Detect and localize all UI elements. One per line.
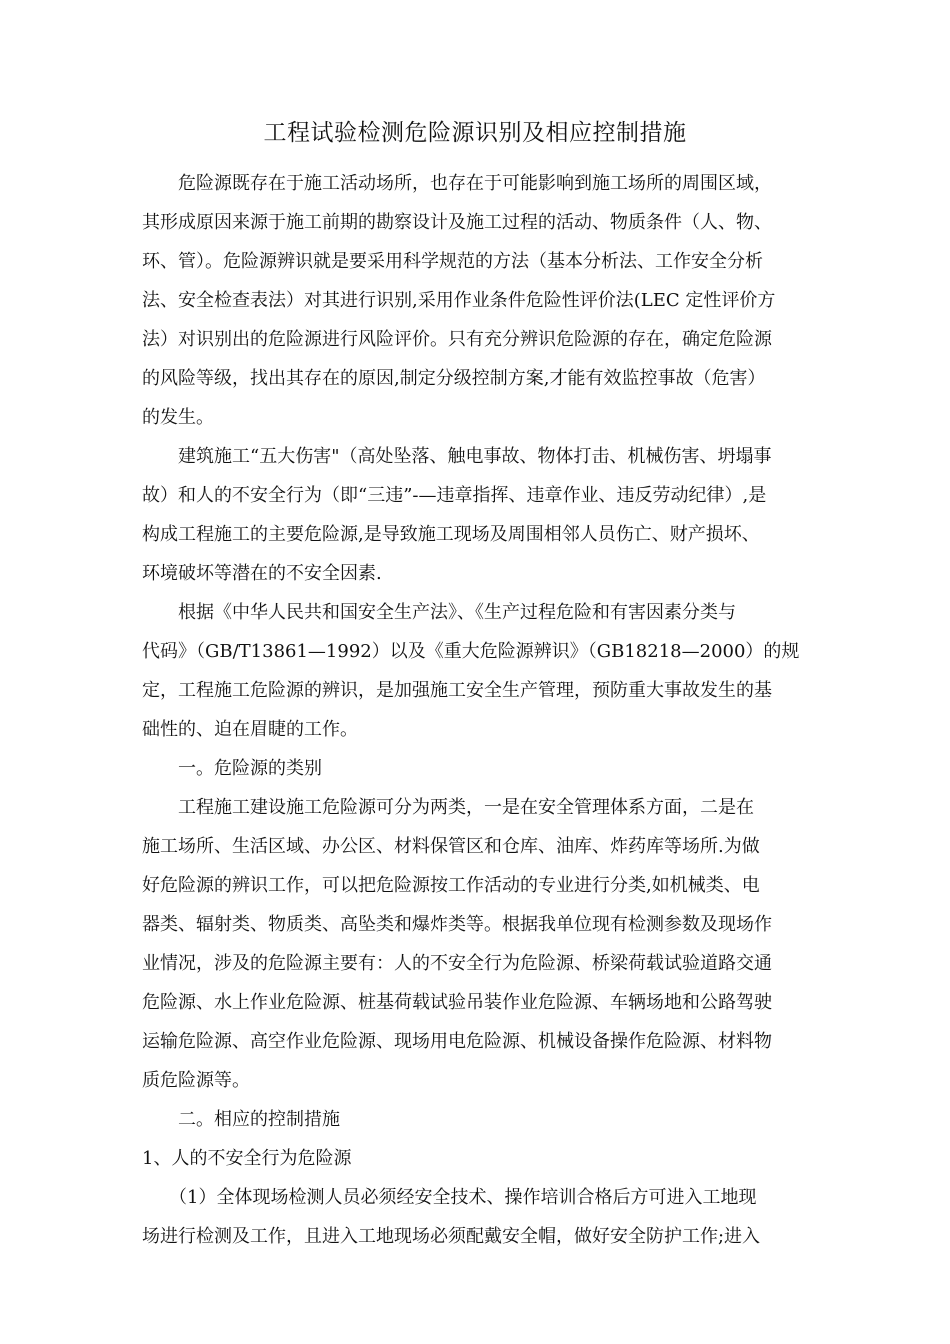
document-body [142, 164, 808, 1256]
text-line: （1）全体现场检测人员必须经安全技术、操作培训合格后方可进入工地现 [142, 1187, 757, 1208]
paragraph [142, 437, 808, 593]
text-line: 构成工程施工的主要危险源,是导致施工现场及周围相邻人员伤亡、财产损坏、 [142, 524, 760, 545]
text-line: 器类、辐射类、物质类、高坠类和爆炸类等。根据我单位现有检测参数及现场作 [142, 914, 772, 935]
paragraph [142, 788, 808, 1100]
text-line: 场进行检测及工作，且进入工地现场必须配戴安全帽，做好安全防护工作;进入 [142, 1226, 761, 1247]
paragraph [142, 1139, 808, 1178]
text-line: 工程施工建设施工危险源可分为两类，一是在安全管理体系方面，二是在 [142, 797, 754, 818]
text-line: 建筑施工“五大伤害"（高处坠落、触电事故、物体打击、机械伤害、坍塌事 [142, 446, 772, 467]
paragraph [142, 593, 808, 749]
text-line: 质危险源等。 [142, 1070, 250, 1091]
text-line: 根据《中华人民共和国安全生产法》、《生产过程危险和有害因素分类与 [142, 602, 736, 623]
text-line: 业情况，涉及的危险源主要有：人的不安全行为危险源、桥梁荷载试验道路交通 [142, 953, 772, 974]
text-line: 的发生。 [142, 407, 214, 428]
text-line: 危险源、水上作业危险源、桩基荷载试验吊装作业危险源、车辆场地和公路驾驶 [142, 992, 772, 1013]
text-line: 法、安全检查表法）对其进行识别,采用作业条件危险性评价法(LEC 定性评价方 [142, 290, 776, 311]
text-line: 二。相应的控制措施 [142, 1109, 340, 1130]
text-line: 环、管）。危险源辨识就是要采用科学规范的方法（基本分析法、工作安全分析 [142, 251, 763, 272]
text-line: 施工场所、生活区域、办公区、材料保管区和仓库、油库、炸药库等场所.为做 [142, 836, 760, 857]
paragraph [142, 164, 808, 437]
paragraph [142, 749, 808, 788]
text-line: 故）和人的不安全行为（即“三违”-—违章指挥、违章作业、违反劳动纪律）,是 [142, 485, 767, 506]
text-line: 的风险等级，找出其存在的原因,制定分级控制方案,才能有效监控事故（危害） [142, 368, 766, 389]
text-line: 法）对识别出的危险源进行风险评价。只有充分辨识危险源的存在，确定危险源 [142, 329, 772, 350]
text-line: 代码》（GB/T13861—1992）以及《重大危险源辨识》（GB18218—2000）的规 [142, 641, 800, 662]
text-line: 好危险源的辨识工作，可以把危险源按工作活动的专业进行分类,如机械类、电 [142, 875, 760, 896]
paragraph [142, 1100, 808, 1139]
document-title: 工程试验检测危险源识别及相应控制措施 [263, 120, 687, 146]
text-line: 危险源既存在于施工活动场所，也存在于可能影响到施工场所的周围区域， [142, 173, 772, 194]
text-line: 运输危险源、高空作业危险源、现场用电危险源、机械设备操作危险源、材料物 [142, 1031, 772, 1052]
text-line: 其形成原因来源于施工前期的勘察设计及施工过程的活动、物质条件（人、物、 [142, 212, 772, 233]
paragraph [142, 1178, 808, 1256]
text-line: 定，工程施工危险源的辨识，是加强施工安全生产管理，预防重大事故发生的基 [142, 680, 772, 701]
text-line: 础性的、迫在眉睫的工作。 [142, 719, 358, 740]
text-line: 环境破坏等潜在的不安全因素. [142, 563, 382, 584]
text-line: 一。危险源的类别 [142, 758, 322, 779]
text-line: 1、人的不安全行为危险源 [142, 1148, 352, 1169]
